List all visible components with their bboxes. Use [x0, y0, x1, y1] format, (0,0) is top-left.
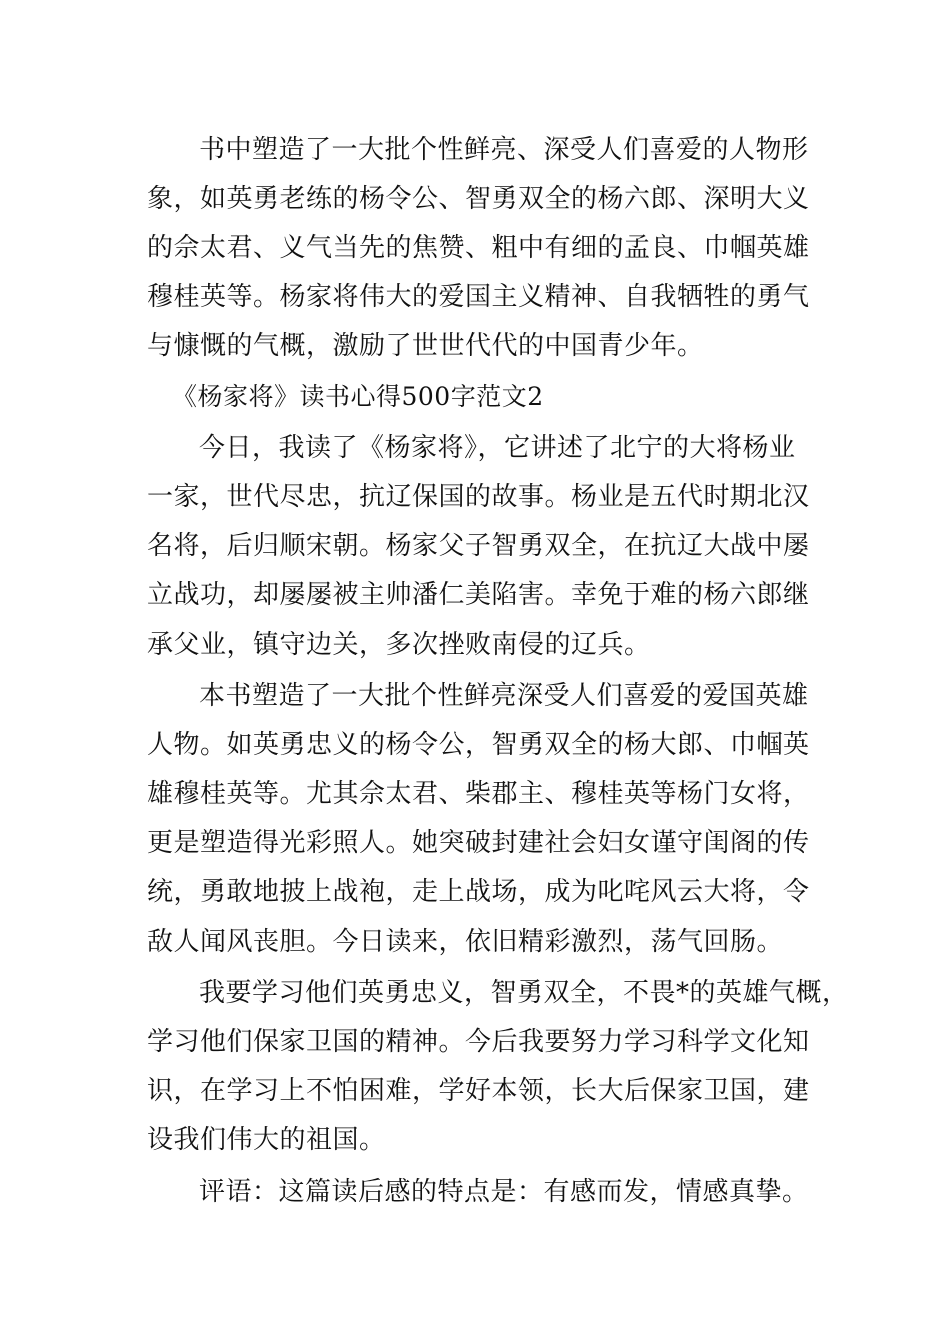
paragraph-line: 人物。如英勇忠义的杨令公，智勇双全的杨大郎、巾帼英 [147, 730, 810, 760]
comment-line: 评语：这篇读后感的特点是：有感而发，情感真挚。 [199, 1177, 809, 1207]
paragraph-line: 立战功，却屡屡被主帅潘仁美陷害。幸免于难的杨六郎继 [147, 580, 810, 610]
paragraph-line: 统，勇敢地披上战袍，走上战场，成为叱咤风云大将，令 [147, 877, 810, 907]
paragraph-line: 的佘太君、义气当先的焦赞、粗中有细的孟良、巾帼英雄 [147, 233, 810, 263]
paragraph-line: 设我们伟大的祖国。 [147, 1125, 386, 1155]
paragraph-line: 识，在学习上不怕困难，学好本领，长大后保家卫国，建 [147, 1076, 810, 1106]
paragraph-line: 我要学习他们英勇忠义，智勇双全，不畏*的英雄气概， [199, 978, 849, 1008]
paragraph-line: 敌人闻风丧胆。今日读来，依旧精彩激烈，荡气回肠。 [147, 927, 784, 957]
paragraph-line: 一家，世代尽忠，抗辽保国的故事。杨业是五代时期北汉 [147, 482, 810, 512]
paragraph-line: 名将，后归顺宋朝。杨家父子智勇双全，在抗辽大战中屡 [147, 531, 810, 561]
paragraph-line: 穆桂英等。杨家将伟大的爱国主义精神、自我牺牲的勇气 [147, 282, 810, 312]
paragraph-line: 与慷慨的气概，激励了世世代代的中国青少年。 [147, 331, 704, 361]
paragraph-line: 本书塑造了一大批个性鲜亮深受人们喜爱的爱国英雄 [199, 681, 809, 711]
paragraph-line: 学习他们保家卫国的精神。今后我要努力学习科学文化知 [147, 1027, 810, 1057]
paragraph-line: 承父业，镇守边关，多次挫败南侵的辽兵。 [147, 630, 651, 660]
paragraph-line: 今日，我读了《杨家将》，它讲述了北宁的大将杨业 [199, 433, 796, 463]
paragraph-line: 雄穆桂英等。尤其佘太君、柴郡主、穆桂英等杨门女将， [147, 779, 810, 809]
section-heading: 《杨家将》读书心得500字范文2 [172, 382, 544, 411]
paragraph-line: 更是塑造得光彩照人。她突破封建社会妇女谨守闺阁的传 [147, 828, 810, 858]
paragraph-line: 书中塑造了一大批个性鲜亮、深受人们喜爱的人物形 [199, 135, 809, 165]
paragraph-line: 象，如英勇老练的杨令公、智勇双全的杨六郎、深明大义 [147, 184, 810, 214]
